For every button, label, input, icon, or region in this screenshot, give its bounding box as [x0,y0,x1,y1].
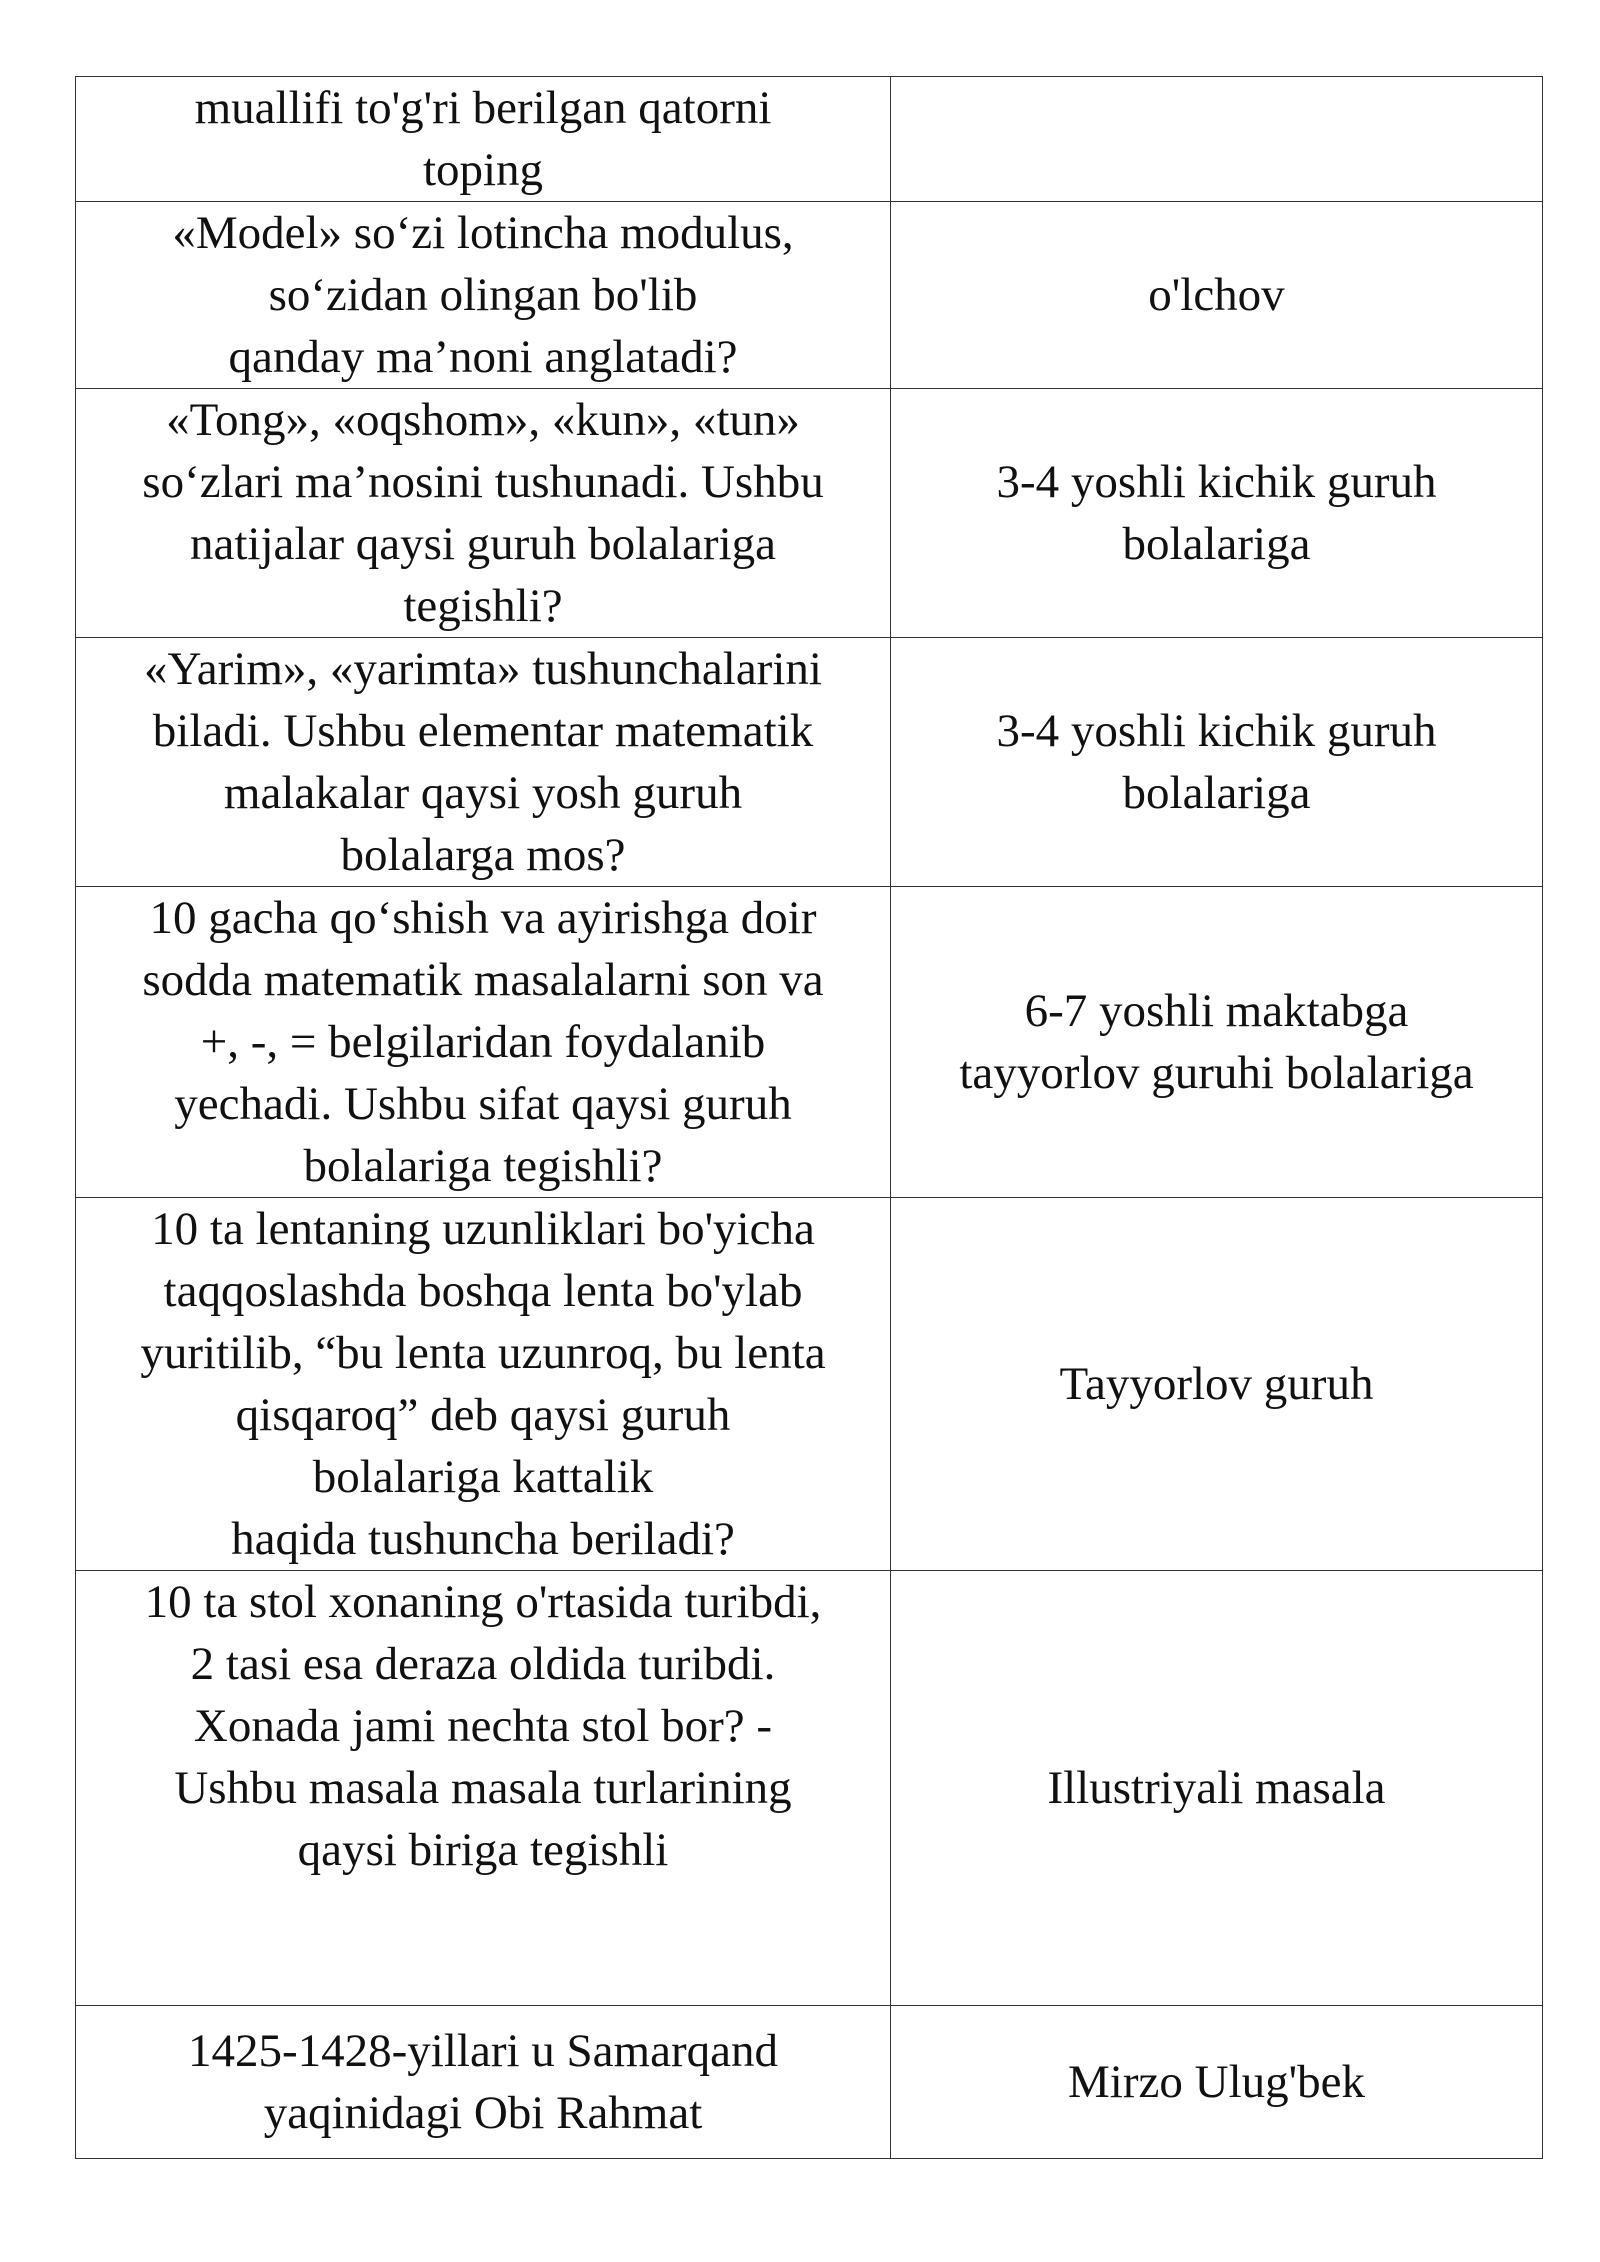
question-cell: 10 ta lentaning uzunliklari bo'yicha taqqoslashda boshqa lenta bo'ylab yuritilib, “bu lenta uzunroq, bu lenta qisqaroq” deb qaysi guruh bolalariga kattalik haqida tushuncha beriladi? [76,1198,891,1571]
answer-cell: 3-4 yoshli kichik guruh bolalariga [891,638,1543,887]
answer-cell: 6-7 yoshli maktabga tayyorlov guruhi bolalariga [891,887,1543,1198]
answer-cell: 3-4 yoshli kichik guruh bolalariga [891,389,1543,638]
question-cell: «Yarim», «yarimta» tushunchalarini biladi. Ushbu elementar matematik malakalar qaysi yosh guruh bolalarga mos? [76,638,891,887]
question-cell: «Model» so‘zi lotincha modulus, so‘zidan olingan bo'lib qanday ma’noni anglatadi? [76,202,891,389]
table-row [76,1198,1543,1571]
question-cell: «Tong», «oqshom», «kun», «tun» so‘zlari ma’nosini tushunadi. Ushbu natijalar qaysi guruh bolalariga tegishli? [76,389,891,638]
table-row [76,887,1543,1198]
question-cell: muallifi to'g'ri berilgan qatorni toping [76,77,891,202]
table-row [76,389,1543,638]
table-row [76,2006,1543,2159]
question-cell: 10 gacha qo‘shish va ayirishga doir sodda matematik masalalarni son va +, -, = belgilaridan foydalanib yechadi. Ushbu sifat qaysi guruh bolalariga tegishli? [76,887,891,1198]
answer-cell: Mirzo Ulug'bek [891,2006,1543,2159]
question-cell: 10 ta stol xonaning o'rtasida turibdi, 2 tasi esa deraza oldida turibdi. Xonada jami nechta stol bor? - Ushbu masala masala turlarining qaysi biriga tegishli [76,1571,891,2006]
table-row [76,638,1543,887]
table-row [76,202,1543,389]
table-row [76,1571,1543,2006]
answer-cell: o'lchov [891,202,1543,389]
answer-cell: Tayyorlov guruh [891,1198,1543,1571]
table-row [76,77,1543,202]
answer-cell [891,77,1543,202]
answer-cell: Illustriyali masala [891,1571,1543,2006]
question-cell: 1425-1428-yillari u Samarqand yaqinidagi Obi Rahmat [76,2006,891,2159]
question-answer-table [75,76,1543,2159]
